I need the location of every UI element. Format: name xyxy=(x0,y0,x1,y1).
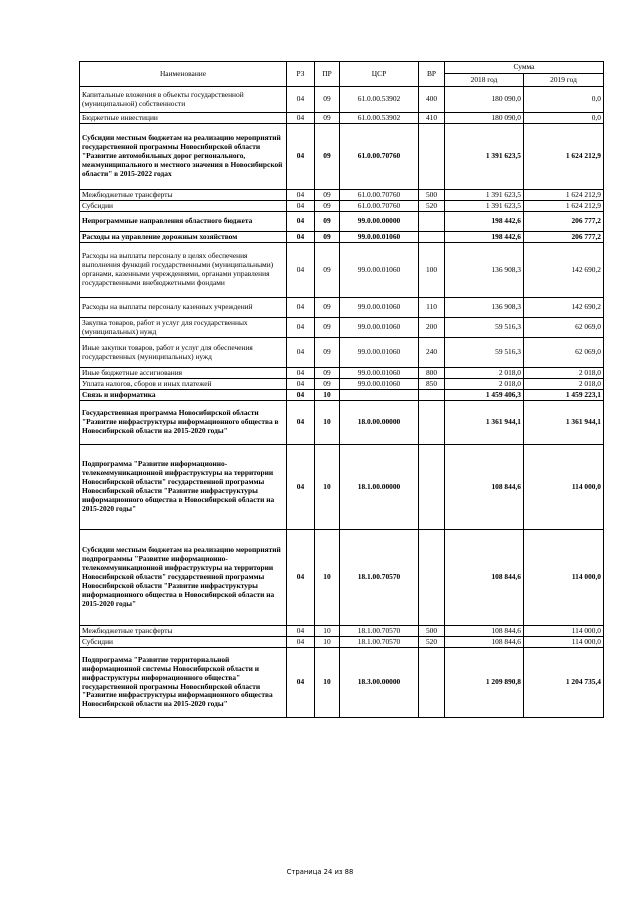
cell-vr xyxy=(419,401,445,445)
table-row xyxy=(80,232,604,243)
cell-vr xyxy=(419,124,445,190)
cell-csr: 99.0.00.01060 xyxy=(340,243,419,298)
cell-2018: 108 844,6 xyxy=(445,445,524,530)
cell-rz: 04 xyxy=(287,338,315,368)
cell-vr: 200 xyxy=(419,318,445,338)
cell-2018: 1 361 944,1 xyxy=(445,401,524,445)
page-number: Страница 24 из 88 xyxy=(286,868,354,876)
table-row xyxy=(80,87,604,113)
cell-csr: 99.0.00.00000 xyxy=(340,212,419,232)
cell-rz: 04 xyxy=(287,201,315,212)
cell-csr: 99.0.00.01060 xyxy=(340,379,419,390)
cell-2018: 1 209 890,8 xyxy=(445,648,524,718)
cell-2019: 0,0 xyxy=(524,113,604,124)
cell-name: Субсидии местным бюджетам на реализацию мероприятий подпрограммы "Развитие информационно-телекоммуникационной инфраструктуры на территории Новосибирской области" государственной программы Новосибирской области "Развитие инфраструктуры информационного общества в Новосибирской области на 2015-2020 годы" xyxy=(80,530,287,626)
cell-2019: 2 018,0 xyxy=(524,368,604,379)
cell-2019: 114 000,0 xyxy=(524,445,604,530)
cell-name: Расходы на управление дорожным хозяйством xyxy=(80,232,287,243)
cell-2018: 180 090,0 xyxy=(445,87,524,113)
cell-pr: 10 xyxy=(315,390,340,401)
cell-2019: 2 018,0 xyxy=(524,379,604,390)
table-row xyxy=(80,390,604,401)
cell-vr: 850 xyxy=(419,379,445,390)
cell-name: Закупка товаров, работ и услуг для государственных (муниципальных) нужд xyxy=(80,318,287,338)
cell-rz: 04 xyxy=(287,113,315,124)
cell-rz: 04 xyxy=(287,401,315,445)
cell-2018: 108 844,6 xyxy=(445,530,524,626)
cell-vr: 410 xyxy=(419,113,445,124)
cell-pr: 09 xyxy=(315,379,340,390)
cell-name: Бюджетные инвестиции xyxy=(80,113,287,124)
cell-pr: 10 xyxy=(315,626,340,637)
cell-name: Расходы на выплаты персоналу в целях обеспечения выполнения функций государственными (муниципальными) органами, казенными учреждениями, органами управления государственными внебюджетными фондами xyxy=(80,243,287,298)
table-header xyxy=(80,62,604,87)
cell-name: Подпрограмма "Развитие информационно-телекоммуникационной инфраструктуры на территории Новосибирской области" государственной программы Новосибирской области "Развитие инфраструктуры информационного общества в Новосибирской области на 2015-2020 годы" xyxy=(80,445,287,530)
cell-pr: 10 xyxy=(315,445,340,530)
table-row xyxy=(80,530,604,626)
cell-rz: 04 xyxy=(287,648,315,718)
cell-name: Иные бюджетные ассигнования xyxy=(80,368,287,379)
table-row xyxy=(80,190,604,201)
cell-csr: 18.1.00.00000 xyxy=(340,445,419,530)
cell-csr: 99.0.00.01060 xyxy=(340,368,419,379)
cell-vr xyxy=(419,445,445,530)
header-sum: Сумма xyxy=(445,62,604,74)
header-year-2019: 2019 год xyxy=(524,74,604,87)
cell-pr: 09 xyxy=(315,87,340,113)
cell-csr: 99.0.00.01060 xyxy=(340,232,419,243)
cell-vr: 240 xyxy=(419,338,445,368)
cell-name: Связь и информатика xyxy=(80,390,287,401)
cell-vr xyxy=(419,390,445,401)
cell-2019: 142 690,2 xyxy=(524,298,604,318)
cell-2019: 62 069,0 xyxy=(524,338,604,368)
cell-2018: 59 516,3 xyxy=(445,318,524,338)
table-row xyxy=(80,298,604,318)
cell-pr: 10 xyxy=(315,637,340,648)
cell-name: Подпрограмма "Развитие территориальной информационной системы Новосибирской области и инфраструктуры информационного общества" государственной программы Новосибирской области "Развитие инфраструктуры информационного общества Новосибирской области на 2015-2020 годы" xyxy=(80,648,287,718)
cell-csr: 18.1.00.70570 xyxy=(340,530,419,626)
cell-2019: 0,0 xyxy=(524,87,604,113)
cell-pr: 09 xyxy=(315,124,340,190)
cell-pr: 10 xyxy=(315,648,340,718)
cell-rz: 04 xyxy=(287,626,315,637)
cell-csr: 61.0.00.70760 xyxy=(340,124,419,190)
cell-pr: 09 xyxy=(315,243,340,298)
cell-pr: 09 xyxy=(315,201,340,212)
cell-2019: 142 690,2 xyxy=(524,243,604,298)
table-row xyxy=(80,113,604,124)
cell-vr: 500 xyxy=(419,626,445,637)
cell-rz: 04 xyxy=(287,368,315,379)
table-row xyxy=(80,637,604,648)
table-row xyxy=(80,648,604,718)
cell-2018: 2 018,0 xyxy=(445,368,524,379)
cell-2019: 1 459 223,1 xyxy=(524,390,604,401)
cell-2018: 108 844,6 xyxy=(445,626,524,637)
cell-2018: 180 090,0 xyxy=(445,113,524,124)
cell-pr: 09 xyxy=(315,368,340,379)
cell-vr: 100 xyxy=(419,243,445,298)
cell-name: Государственная программа Новосибирской области "Развитие инфраструктуры информационного общества в Новосибирской области на 2015-2020 годы" xyxy=(80,401,287,445)
cell-csr: 18.1.00.70570 xyxy=(340,637,419,648)
cell-2019: 1 361 944,1 xyxy=(524,401,604,445)
cell-rz: 04 xyxy=(287,87,315,113)
cell-pr: 09 xyxy=(315,232,340,243)
cell-vr xyxy=(419,212,445,232)
cell-2018: 1 391 623,5 xyxy=(445,124,524,190)
cell-name: Иные закупки товаров, работ и услуг для обеспечения государственных (муниципальных) нужд xyxy=(80,338,287,368)
cell-rz: 04 xyxy=(287,232,315,243)
cell-rz: 04 xyxy=(287,390,315,401)
cell-rz: 04 xyxy=(287,379,315,390)
cell-2018: 136 908,3 xyxy=(445,298,524,318)
cell-2019: 1 204 735,4 xyxy=(524,648,604,718)
cell-name: Субсидии xyxy=(80,201,287,212)
table-row xyxy=(80,379,604,390)
cell-2018: 1 391 623,5 xyxy=(445,190,524,201)
cell-name: Непрограммные направления областного бюджета xyxy=(80,212,287,232)
cell-vr xyxy=(419,232,445,243)
header-row-top xyxy=(80,62,604,74)
cell-rz: 04 xyxy=(287,318,315,338)
cell-pr: 09 xyxy=(315,338,340,368)
header-year-2018: 2018 год xyxy=(445,74,524,87)
cell-2019: 62 069,0 xyxy=(524,318,604,338)
header-name: Наименование xyxy=(80,62,287,87)
cell-vr xyxy=(419,648,445,718)
cell-csr: 18.1.00.70570 xyxy=(340,626,419,637)
cell-2018: 1 459 406,3 xyxy=(445,390,524,401)
table-row xyxy=(80,445,604,530)
header-rz: РЗ xyxy=(287,62,315,87)
cell-vr xyxy=(419,530,445,626)
cell-2019: 114 000,0 xyxy=(524,530,604,626)
cell-2019: 114 000,0 xyxy=(524,637,604,648)
cell-name: Субсидии местным бюджетам на реализацию мероприятий государственной программы Новосибирской области "Развитие автомобильных дорог регионального, межмуниципального и местного значения в Новосибирской области" в 2015-2022 годах xyxy=(80,124,287,190)
cell-2019: 1 624 212,9 xyxy=(524,201,604,212)
cell-name: Расходы на выплаты персоналу казенных учреждений xyxy=(80,298,287,318)
cell-rz: 04 xyxy=(287,190,315,201)
table-row xyxy=(80,338,604,368)
cell-csr xyxy=(340,390,419,401)
cell-csr: 61.0.00.53902 xyxy=(340,87,419,113)
cell-name: Межбюджетные трансферты xyxy=(80,190,287,201)
table-row xyxy=(80,212,604,232)
cell-2019: 206 777,2 xyxy=(524,212,604,232)
cell-csr: 99.0.00.01060 xyxy=(340,298,419,318)
cell-vr: 520 xyxy=(419,637,445,648)
cell-pr: 09 xyxy=(315,113,340,124)
cell-2018: 2 018,0 xyxy=(445,379,524,390)
cell-csr: 18.0.00.00000 xyxy=(340,401,419,445)
cell-name: Субсидии xyxy=(80,637,287,648)
cell-2018: 198 442,6 xyxy=(445,232,524,243)
cell-name: Межбюджетные трансферты xyxy=(80,626,287,637)
cell-pr: 10 xyxy=(315,401,340,445)
cell-csr: 61.0.00.53902 xyxy=(340,113,419,124)
cell-rz: 04 xyxy=(287,530,315,626)
table-body xyxy=(80,87,604,718)
cell-2019: 114 000,0 xyxy=(524,626,604,637)
cell-rz: 04 xyxy=(287,243,315,298)
cell-2018: 108 844,6 xyxy=(445,637,524,648)
header-csr: ЦСР xyxy=(340,62,419,87)
cell-name: Уплата налогов, сборов и иных платежей xyxy=(80,379,287,390)
cell-2018: 1 391 623,5 xyxy=(445,201,524,212)
cell-csr: 61.0.00.70760 xyxy=(340,201,419,212)
cell-csr: 18.3.00.00000 xyxy=(340,648,419,718)
cell-2019: 206 777,2 xyxy=(524,232,604,243)
cell-vr: 110 xyxy=(419,298,445,318)
cell-vr: 800 xyxy=(419,368,445,379)
cell-pr: 09 xyxy=(315,298,340,318)
cell-pr: 10 xyxy=(315,530,340,626)
table-row xyxy=(80,368,604,379)
cell-name: Капитальные вложения в объекты государственной (муниципальной) собственности xyxy=(80,87,287,113)
cell-2018: 59 516,3 xyxy=(445,338,524,368)
cell-vr: 520 xyxy=(419,201,445,212)
cell-vr: 500 xyxy=(419,190,445,201)
cell-csr: 99.0.00.01060 xyxy=(340,318,419,338)
cell-rz: 04 xyxy=(287,124,315,190)
cell-2018: 136 908,3 xyxy=(445,243,524,298)
budget-table xyxy=(79,61,604,718)
cell-pr: 09 xyxy=(315,212,340,232)
cell-2019: 1 624 212,9 xyxy=(524,190,604,201)
header-vr: ВР xyxy=(419,62,445,87)
cell-pr: 09 xyxy=(315,190,340,201)
cell-csr: 99.0.00.01060 xyxy=(340,338,419,368)
header-pr: ПР xyxy=(315,62,340,87)
table-row xyxy=(80,401,604,445)
cell-rz: 04 xyxy=(287,212,315,232)
cell-2019: 1 624 212,9 xyxy=(524,124,604,190)
cell-rz: 04 xyxy=(287,445,315,530)
table-row xyxy=(80,626,604,637)
table-row xyxy=(80,201,604,212)
cell-2018: 198 442,6 xyxy=(445,212,524,232)
cell-csr: 61.0.00.70760 xyxy=(340,190,419,201)
cell-pr: 09 xyxy=(315,318,340,338)
table-row xyxy=(80,124,604,190)
table-row xyxy=(80,318,604,338)
cell-vr: 400 xyxy=(419,87,445,113)
table-row xyxy=(80,243,604,298)
cell-rz: 04 xyxy=(287,637,315,648)
cell-rz: 04 xyxy=(287,298,315,318)
